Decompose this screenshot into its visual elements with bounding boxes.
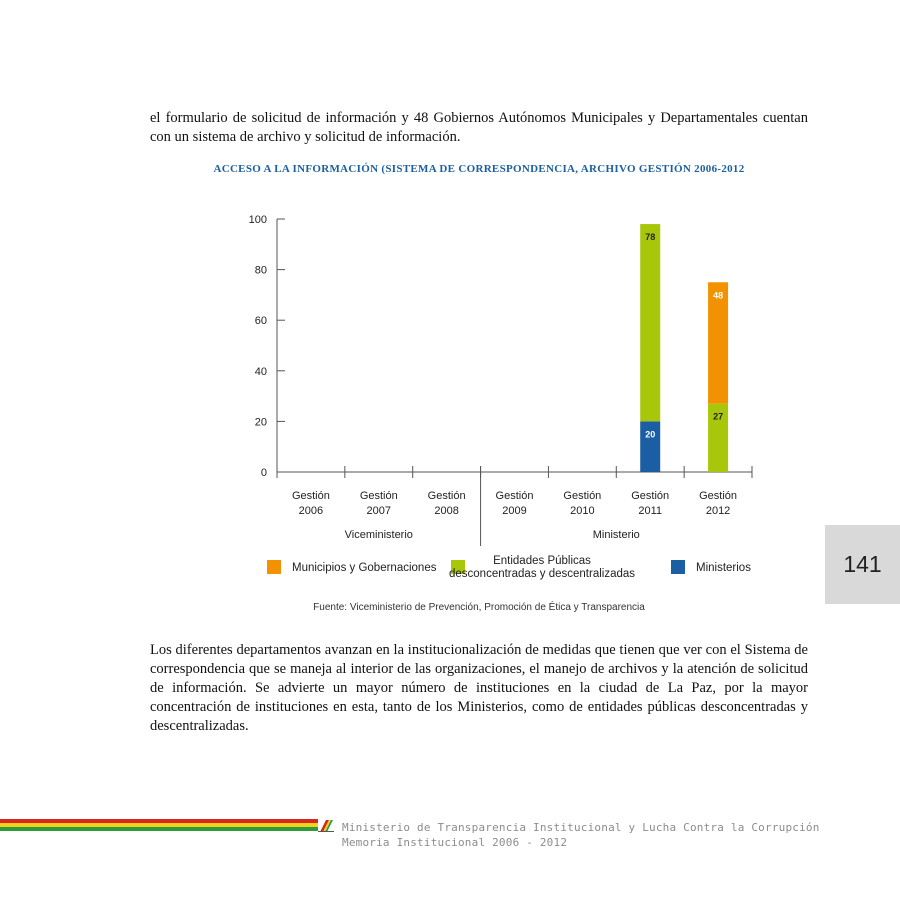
intro-paragraph: el formulario de solicitud de información y 48 Gobiernos Autónomos Municipales y Departamentales cuentan con un sistema de archivo y solicitud de información. [150,110,808,145]
y-tick-label: 60 [254,315,267,328]
x-category-label: Gestión [699,490,738,502]
data-label: 20 [645,429,656,440]
data-label: 27 [713,411,724,422]
bar-segment [640,224,660,421]
legend-label: desconcentradas y descentralizadas [448,568,636,580]
chart-title: ACCESO A LA INFORMACIÓN (SISTEMA DE CORRESPONDENCIA, ARCHIVO GESTIÓN 2006-2012 [213,163,745,175]
x-category-label: Gestión [427,490,466,502]
flag-diagonal-icon [318,818,334,832]
legend-swatch [671,560,685,574]
footer-ministry: Ministerio de Transparencia Institucional y Lucha Contra la Corrupción [342,821,820,834]
y-tick-label: 40 [254,365,267,378]
chart-source: Fuente: Viceministerio de Prevención, Promoción de Ética y Transparencia [313,602,645,613]
x-category-label: 2011 [638,505,663,517]
x-group-label: Viceministerio [344,529,413,541]
legend-label: Entidades Públicas [493,555,591,567]
x-category-label: 2010 [570,505,595,517]
data-label: 78 [645,232,656,243]
y-tick-label: 80 [254,264,267,277]
x-category-label: Gestión [495,490,534,502]
chart-legend [267,555,751,580]
y-tick-label: 100 [248,214,267,226]
x-category-label: 2007 [366,505,392,517]
legend-label: Municipios y Gobernaciones [292,562,437,574]
legend-label: Ministerios [696,562,751,574]
page-number-tab [825,525,900,604]
data-label: 48 [713,290,724,301]
page-number: 141 [843,551,882,577]
body-paragraph: Los diferentes departamentos avanzan en la institucionalización de medidas que tienen que ver con el Sistema de correspondencia que se maneja al interior de las organizaciones, el manejo de archivos y la atención de solicitud de información. Se advierte un mayor número de instituciones en la ciudad de La Paz, por la mayor concentración de instituciones en esta, tanto de los Ministerios, como de entidades públicas desconcentradas y descentralizadas. [150,642,808,734]
x-category-label: 2009 [502,505,527,517]
legend-swatch [267,560,281,574]
x-category-label: Gestión [359,490,398,502]
flag-stripe-green [0,827,318,831]
chart-labels [292,232,737,541]
x-category-label: Gestión [563,490,602,502]
bar-segment [708,282,728,403]
x-category-label: Gestión [631,490,670,502]
y-tick-label: 0 [260,467,267,479]
flag-stripe-bar [0,819,318,831]
y-tick-label: 20 [254,416,267,429]
x-category-label: 2012 [705,505,731,517]
footer-memoria: Memoria Institucional 2006 - 2012 [342,836,568,849]
footer [342,820,820,850]
x-category-label: 2006 [298,505,324,517]
x-category-label: 2008 [434,505,459,517]
x-category-label: Gestión [291,490,330,502]
x-group-label: Ministerio [592,529,640,541]
